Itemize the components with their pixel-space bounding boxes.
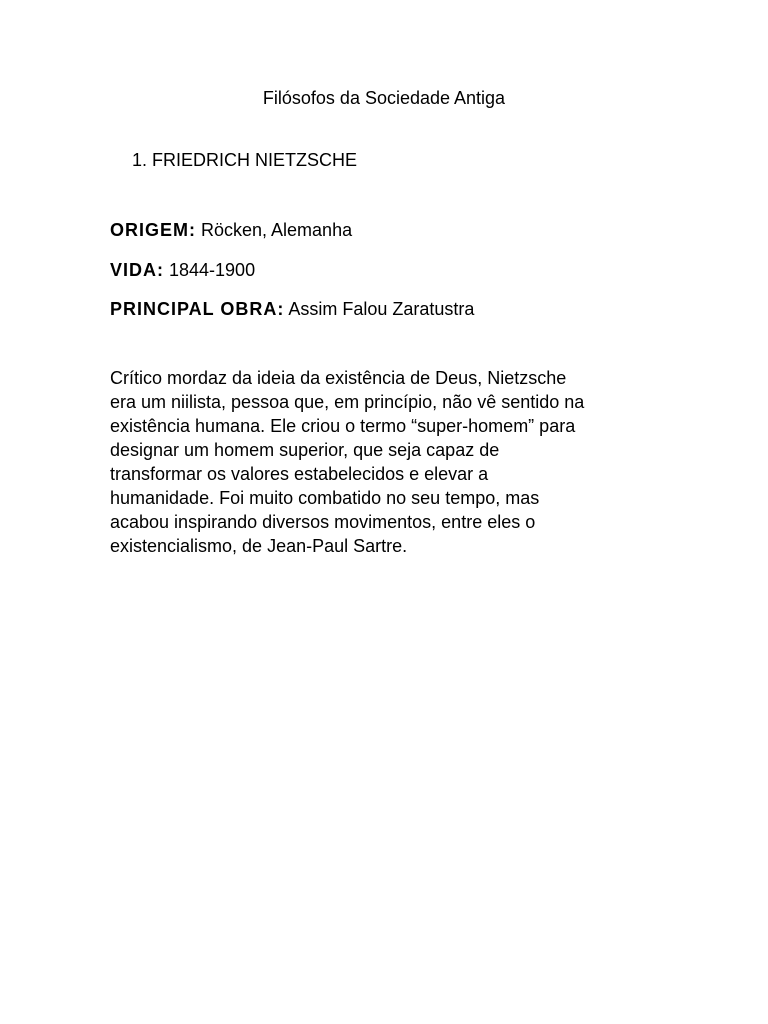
principal-work-value: Assim Falou Zaratustra xyxy=(284,299,475,319)
principal-work-field xyxy=(110,297,474,321)
life-field xyxy=(110,258,255,282)
life-value: 1844-1900 xyxy=(164,260,256,280)
principal-work-label: PRINCIPAL OBRA: xyxy=(110,299,285,319)
paragraph-line: Crítico mordaz da ideia da existência de Deus, Nietzsche xyxy=(110,368,567,388)
life-label: VIDA: xyxy=(110,260,164,280)
biography-paragraph xyxy=(110,366,670,558)
paragraph-line: designar um homem superior, que seja capaz de xyxy=(110,440,500,460)
origin-value: Röcken, Alemanha xyxy=(196,220,353,240)
origin-label: ORIGEM: xyxy=(110,220,196,240)
document-title: Filósofos da Sociedade Antiga xyxy=(262,88,506,108)
paragraph-line: existência humana. Ele criou o termo “super-homem” para xyxy=(110,416,576,436)
paragraph-line: existencialismo, de Jean-Paul Sartre. xyxy=(110,536,408,556)
origin-field xyxy=(110,218,352,242)
paragraph-line: transformar os valores estabelecidos e elevar a xyxy=(110,464,489,484)
paragraph-line: acabou inspirando diversos movimentos, entre eles o xyxy=(110,512,536,532)
paragraph-line: humanidade. Foi muito combatido no seu tempo, mas xyxy=(110,488,540,508)
section-heading: 1. FRIEDRICH NIETZSCHE xyxy=(132,150,358,170)
paragraph-line: era um niilista, pessoa que, em princípio, não vê sentido na xyxy=(110,392,585,412)
